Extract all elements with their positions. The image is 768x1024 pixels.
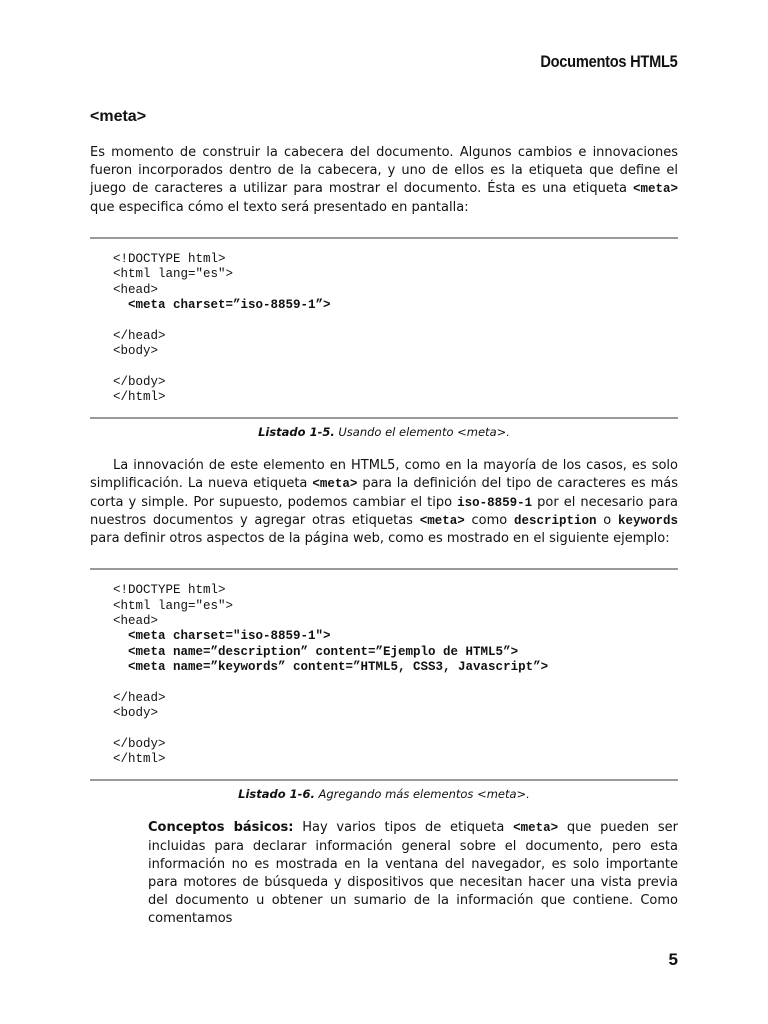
- code-line: [113, 721, 678, 736]
- code-line: [113, 675, 678, 690]
- intro-code-1: <meta>: [632, 182, 678, 197]
- listing-1-caption: [90, 425, 678, 439]
- code-line: </head>: [113, 328, 166, 343]
- inline-code: description: [514, 513, 597, 528]
- intro-text-1: Es momento de construir la cabecera del documento. Algunos cambios e innovaciones fueron incorporados dentro de la cabecera, y uno de ellos es la etiqueta que define el juego de caracteres a utilizar para mostrar el documento. Ésta es una etiqueta: [90, 145, 678, 197]
- concept-label: Conceptos básicos:: [148, 820, 294, 836]
- code-line: <meta name=”keywords” content=”HTML5, CSS3, Javascript”>: [113, 659, 549, 674]
- para-text: por el necesario para nuestros documentos y agregar otras etiquetas: [90, 494, 678, 528]
- code-listing-2: [90, 568, 678, 781]
- code-line: <html lang="es">: [113, 598, 234, 613]
- caption-text: Usando el elemento <meta>.: [334, 425, 510, 440]
- code-line: </body>: [113, 736, 166, 751]
- caption-label: Listado 1-5.: [258, 425, 335, 440]
- caption-label: Listado 1-6.: [238, 787, 315, 802]
- para-text: para definir otros aspectos de la página web, como es mostrado en el siguiente ejemplo:: [90, 531, 670, 547]
- code-line: <head>: [113, 282, 159, 297]
- code-line: </head>: [113, 690, 166, 705]
- code-line: <body>: [113, 343, 159, 358]
- inline-code: <meta>: [312, 477, 358, 492]
- section-title: <meta>: [90, 108, 147, 125]
- running-header: Documentos HTML5: [540, 52, 678, 71]
- intro-text-2: que especifica cómo el texto será presentado en pantalla:: [90, 199, 469, 215]
- code-line: <head>: [113, 613, 159, 628]
- inline-code: <meta>: [419, 513, 465, 528]
- intro-paragraph: [90, 144, 678, 217]
- para-text: o: [596, 512, 618, 528]
- concept-text: que pueden ser incluidas para declarar información general sobre el documento, pero esta información no es mostrada en la ventana del navegador, es solo importante para motores de búsqueda y dispositivos que necesitan hacer una vista previa del documento u obtener un sumario de la información que contiene. Como comentamos: [148, 820, 678, 927]
- para-text: como: [464, 512, 514, 528]
- code-line: [113, 359, 678, 374]
- inline-code: <meta>: [513, 821, 559, 836]
- concept-text: Hay varios tipos de etiqueta: [293, 820, 514, 836]
- code-line: [113, 313, 678, 328]
- inline-code: keywords: [618, 513, 679, 528]
- listing-2-caption: [90, 787, 678, 801]
- code-line: <meta charset=”iso-8859-1”>: [113, 297, 331, 312]
- page-content: [90, 108, 678, 929]
- code-line: <!DOCTYPE html>: [113, 583, 226, 598]
- body-paragraph: [90, 457, 678, 548]
- code-line: <meta name=”description” content=”Ejemplo de HTML5”>: [113, 644, 519, 659]
- inline-code: iso-8859-1: [457, 495, 533, 510]
- caption-text: Agregando más elementos <meta>.: [314, 787, 530, 802]
- code-line: </html>: [113, 389, 166, 404]
- code-line: <body>: [113, 706, 159, 721]
- code-line: <!DOCTYPE html>: [113, 251, 226, 266]
- concept-box: [148, 819, 678, 928]
- code-line: <html lang="es">: [113, 267, 234, 282]
- code-line: </body>: [113, 374, 166, 389]
- code-listing-1: [90, 237, 678, 419]
- para-text: para la definición del tipo de caracteres es más corta y simple. Por supuesto, podemos cambiar el tipo: [90, 476, 678, 510]
- para-text: La innovación de este elemento en HTML5, como en la mayoría de los casos, es solo simplificación. La nueva etiqueta: [90, 458, 678, 492]
- code-line: </html>: [113, 752, 166, 767]
- code-line: <meta charset="iso-8859-1">: [113, 629, 331, 644]
- page-number: 5: [668, 950, 678, 969]
